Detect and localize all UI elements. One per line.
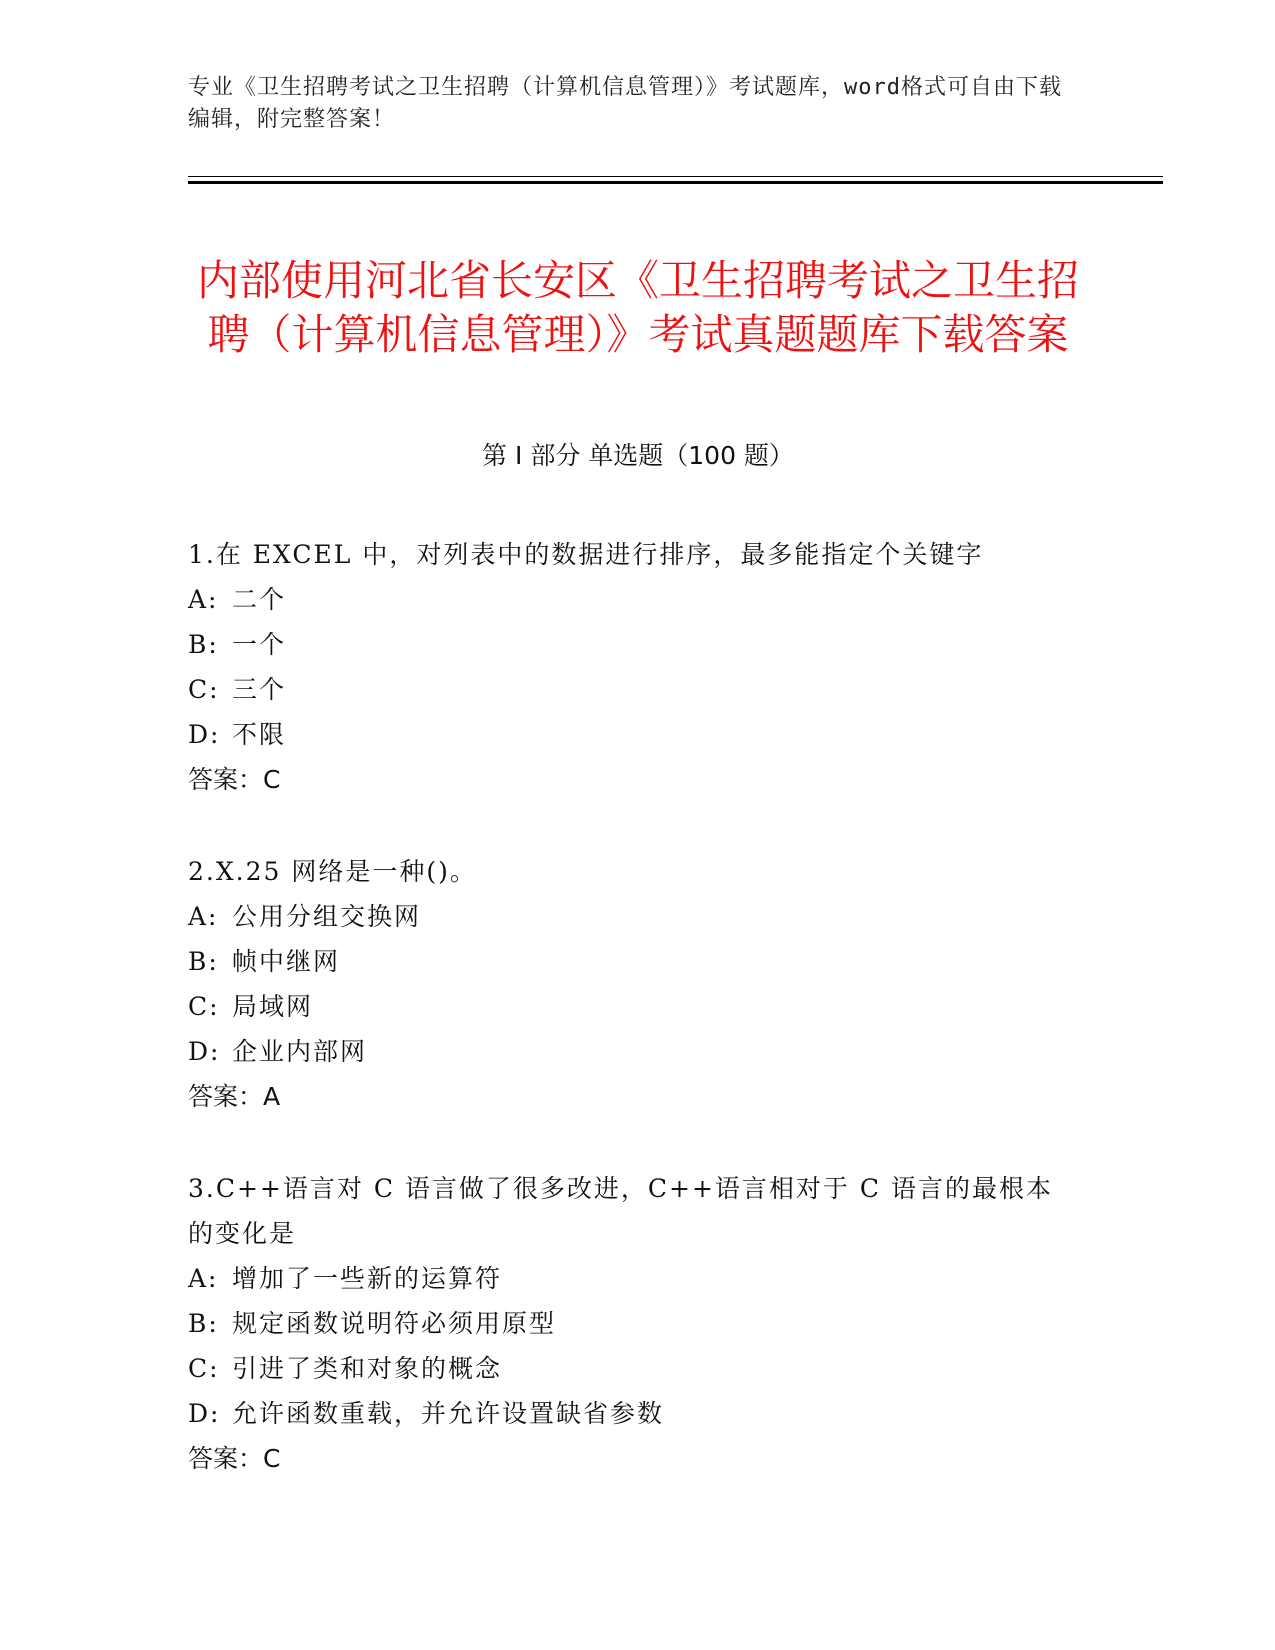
- option-d: [188, 1391, 1068, 1436]
- option-key: D:: [188, 1399, 221, 1428]
- option-text: 不限: [232, 720, 287, 749]
- option-text: 企业内部网: [232, 1037, 368, 1066]
- option-key: A:: [188, 902, 219, 931]
- option-a: [188, 577, 1068, 622]
- answer-line: 答案：C: [188, 1444, 281, 1473]
- option-key: B:: [188, 630, 219, 659]
- option-a: [188, 894, 1068, 939]
- option-b: [188, 1301, 1068, 1346]
- option-text: 三个: [232, 675, 287, 704]
- option-text: 一个: [232, 630, 287, 659]
- option-text: 允许函数重载，并允许设置缺省参数: [232, 1399, 665, 1428]
- header-divider-thick: [188, 181, 1163, 184]
- option-key: B:: [188, 947, 219, 976]
- question-item: [188, 849, 1068, 1119]
- option-key: C:: [188, 992, 220, 1021]
- option-d: [188, 712, 1068, 757]
- answer-line: 答案：A: [188, 1082, 281, 1111]
- option-text: 二个: [232, 585, 287, 614]
- option-b: [188, 622, 1068, 667]
- option-text: 公用分组交换网: [232, 902, 422, 931]
- option-b: [188, 939, 1068, 984]
- question-list: [188, 532, 1068, 1528]
- option-a: [188, 1256, 1068, 1301]
- option-key: D:: [188, 720, 221, 749]
- option-key: C:: [188, 675, 220, 704]
- question-stem: 2.X.25 网络是一种()。: [188, 857, 477, 886]
- question-item: [188, 1166, 1068, 1481]
- option-key: B:: [188, 1309, 219, 1338]
- option-key: D:: [188, 1037, 221, 1066]
- document-title: 内部使用河北省长安区《卫生招聘考试之卫生招聘（计算机信息管理）》考试真题题库下载答案: [196, 256, 1079, 360]
- option-text: 帧中继网: [232, 947, 341, 976]
- question-stem: 3.C++语言对 C 语言做了很多改进，C++语言相对于 C 语言的最根本的变化是: [188, 1174, 1053, 1248]
- answer-line: 答案：C: [188, 765, 281, 794]
- option-d: [188, 1029, 1068, 1074]
- section-heading: 第 I 部分 单选题（100 题）: [482, 441, 794, 470]
- option-text: 规定函数说明符必须用原型: [232, 1309, 557, 1338]
- option-c: [188, 1346, 1068, 1391]
- option-c: [188, 984, 1068, 1029]
- question-stem: 1.在 EXCEL 中，对列表中的数据进行排序，最多能指定个关键字: [188, 540, 984, 569]
- option-text: 局域网: [232, 992, 314, 1021]
- header-divider-thin: [188, 176, 1163, 177]
- option-text: 增加了一些新的运算符: [232, 1264, 503, 1293]
- option-key: C:: [188, 1354, 220, 1383]
- option-text: 引进了类和对象的概念: [232, 1354, 503, 1383]
- header-note: 专业《卫生招聘考试之卫生招聘（计算机信息管理）》考试题库，word格式可自由下载编辑，附完整答案！: [188, 75, 1062, 132]
- question-item: [188, 532, 1068, 802]
- option-c: [188, 667, 1068, 712]
- option-key: A:: [188, 1264, 219, 1293]
- option-key: A:: [188, 585, 219, 614]
